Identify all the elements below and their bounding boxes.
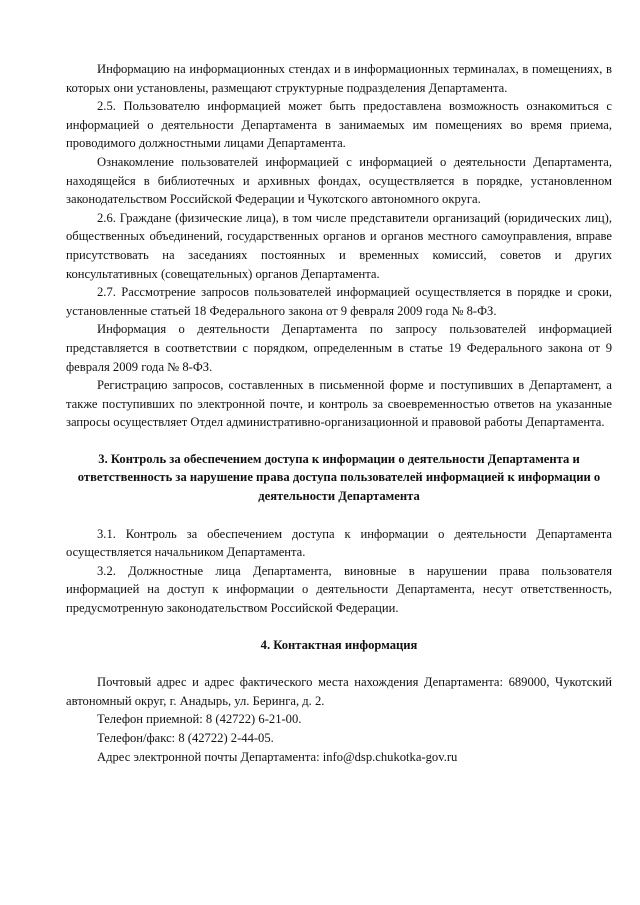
document-page xyxy=(66,60,612,766)
contact-phone-fax: Телефон/факс: 8 (42722) 2-44-05. xyxy=(97,731,274,745)
contact-email: Адрес электронной почты Департамента: info@dsp.chukotka-gov.ru xyxy=(97,749,458,764)
paragraph: 3.1. Контроль за обеспечением доступа к информации о деятельности Департамента осуществляется начальником Департамента. xyxy=(66,526,612,560)
paragraph: 3.2. Должностные лица Департамента, виновные в нарушении права пользователя информацией на доступ к информации о деятельности Департамента, несут ответственность, предусмотренную законодательством Российской Федерации. xyxy=(66,563,612,616)
contact-phone-reception: Телефон приемной: 8 (42722) 6-21-00. xyxy=(97,712,302,727)
paragraph: 2.6. Граждане (физические лица), в том числе представители организаций (юридических лиц), общественных объединений, государственных органов и органов местного самоуправления, вправе присутствовать на заседаниях постоянных и временных комиссий, советов и других консультативных (совещательных) органов Департамента. xyxy=(66,210,612,281)
paragraph: 2.7. Рассмотрение запросов пользователей информацией осуществляется в порядке и сроки, установленные статьей 18 Федерального закона от 9 февраля 2009 года № 8-ФЗ. xyxy=(66,285,612,318)
section-heading: 4. Контактная информация xyxy=(260,637,418,652)
paragraph: 2.5. Пользователю информацией может быть предоставлена возможность ознакомиться с информацией о деятельности Департамента в занимаемых им помещениях во время приема, проводимого должностными лицами Департамента. xyxy=(66,99,612,151)
paragraph: Информация о деятельности Департамента по запросу пользователей информацией представляется в соответствии с порядком, определенным в статье 19 Федерального закона от 9 февраля 2009 года № 8-ФЗ. xyxy=(66,322,612,374)
paragraph: Информацию на информационных стендах и в информационных терминалах, в помещениях, в которых они установлены, размещают структурные подразделения Департамента. xyxy=(66,62,612,95)
section-2-continuation xyxy=(66,60,612,432)
paragraph: Ознакомление пользователей информацией с информацией о деятельности Департамента, находящейся в библиотечных и архивных фондах, осуществляется в порядке, установленном законодательством Российской Федерации и Чукотского автономного округа. xyxy=(66,154,612,207)
section-heading: 3. Контроль за обеспечением доступа к информации о деятельности Департамента и ответственность за нарушение права доступа пользователей информацией к информации о деятельности Департамента xyxy=(77,451,601,504)
contact-address: Почтовый адрес и адрес фактического места нахождения Департамента: 689000, Чукотский автономный округ, г. Анадырь, ул. Беринга, д. 2. xyxy=(66,675,612,708)
paragraph: Регистрацию запросов, составленных в письменной форме и поступивших в Департамент, а также поступивших по электронной почте, и контроль за своевременностью ответов на указанные запросы осуществляет Отдел административно-организационной и правовой работы Департамента. xyxy=(66,378,612,430)
section-3 xyxy=(66,450,612,618)
section-4 xyxy=(66,636,612,767)
